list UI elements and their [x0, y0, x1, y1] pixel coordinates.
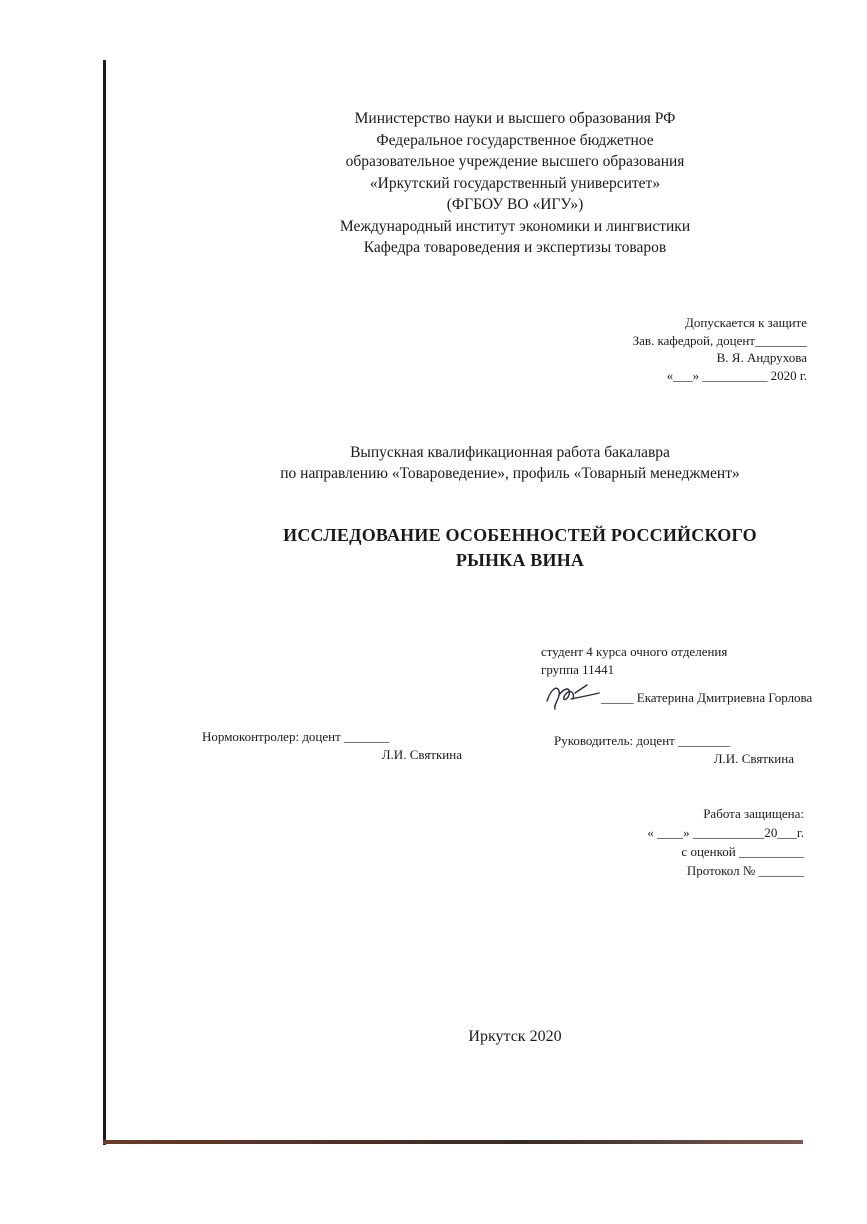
admission-head: Зав. кафедрой, доцент________	[632, 332, 807, 348]
header-line-institute: Международный институт экономики и лингвистики	[339, 217, 691, 235]
defense-protocol: Протокол № _______	[686, 863, 804, 878]
defense-block	[584, 804, 804, 880]
student-group: группа 11441	[541, 662, 615, 677]
signature-icon	[541, 679, 601, 713]
student-block	[541, 643, 821, 707]
scan-edge-left	[103, 60, 106, 1145]
header-line-institution-type: образовательное учреждение высшего образования	[345, 153, 685, 170]
normcontroller-name: Л.И. Святкина	[381, 747, 462, 762]
header-line-federal: Федеральное государственное бюджетное	[376, 131, 654, 149]
header-line-department: Кафедра товароведения и экспертизы товаров	[363, 239, 667, 256]
city-year: Иркутск 2020	[468, 1028, 562, 1045]
supervisor-label: Руководитель: доцент ________	[554, 733, 731, 748]
institution-header	[300, 108, 730, 259]
supervisor-name: Л.И. Святкина	[713, 751, 794, 766]
thesis-type	[200, 442, 820, 484]
normcontroller-label: Нормоконтролер: доцент _______	[202, 729, 390, 744]
defense-grade: с оценкой __________	[681, 844, 804, 859]
admission-title: Допускается к защите	[685, 315, 807, 330]
thesis-title	[200, 523, 840, 573]
thesis-title-line-2: РЫНКА ВИНА	[455, 550, 585, 570]
defense-title: Работа защищена:	[703, 806, 804, 821]
admission-head-name: В. Я. Андрухова	[716, 350, 807, 365]
student-name: _____ Екатерина Дмитриевна Горлова	[601, 690, 813, 705]
header-line-abbreviation: (ФГБОУ ВО «ИГУ»)	[446, 196, 584, 213]
thesis-type-line-1: Выпускная квалификационная работа бакалавра	[350, 444, 670, 461]
scan-edge-bottom	[103, 1140, 803, 1144]
header-line-university: «Иркутский государственный университет»	[369, 174, 661, 192]
student-name-row	[541, 679, 821, 707]
supervisor-block	[554, 732, 794, 768]
defense-date: « ____» ___________20___г.	[647, 825, 804, 840]
admission-block	[547, 314, 807, 384]
student-course: студент 4 курса очного отделения	[541, 644, 728, 659]
thesis-type-line-2: по направлению «Товароведение», профиль «Товарный менеджмент»	[280, 465, 740, 482]
admission-date: «___» __________ 2020 г.	[666, 367, 807, 383]
header-line-ministry: Министерство науки и высшего образования РФ	[354, 110, 676, 127]
normcontroller-block	[202, 728, 462, 764]
thesis-title-line-1: ИССЛЕДОВАНИЕ ОСОБЕННОСТЕЙ РОССИЙСКОГО	[283, 525, 757, 545]
